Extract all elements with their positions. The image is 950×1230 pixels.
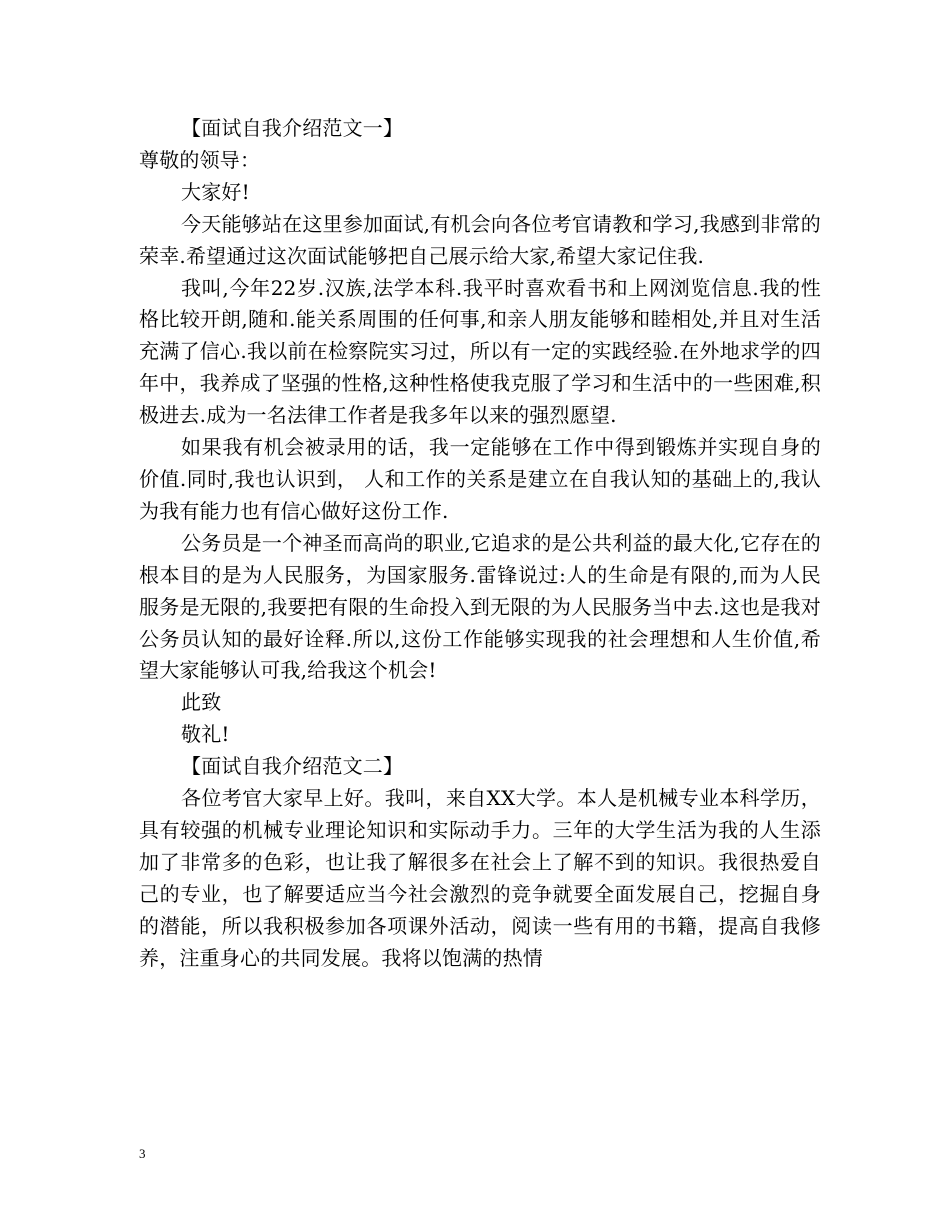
page-number: 3 [139,1146,146,1161]
body-paragraph: 如果我有机会被录用的话，我一定能够在工作中得到锻炼并实现自身的价值.同时,我也认识到， 人和工作的关系是建立在自我认知的基础上的,我认为我有能力也有信心做好这份工作. [139,435,821,523]
salutation: 尊敬的领导： [139,147,261,172]
closing-line: 此致 [181,690,222,715]
section-heading-2: 【面试自我介绍范文二】 [181,754,404,779]
body-paragraph: 今天能够站在这里参加面试,有机会向各位考官请教和学习,我感到非常的荣幸.希望通过这次面试能够把自己展示给大家,希望大家记住我. [139,211,821,268]
document-body [139,113,821,974]
body-paragraph: 各位考官大家早上好。我叫，来自XX大学。本人是机械专业本科学历，具有较强的机械专业理论知识和实际动手力。三年的大学生活为我的人生添加了非常多的色彩，也让我了解很多在社会上了解不到的知识。我很热爱自己的专业，也了解要适应当今社会激烈的竞争就要全面发展自己，挖掘自身的潜能，所以我积极参加各项课外活动，阅读一些有用的书籍，提高自我修养，注重身心的共同发展。我将以饱满的热情 [139,786,821,970]
body-paragraph: 公务员是一个神圣而高尚的职业,它追求的是公共利益的最大化,它存在的根本目的是为人民服务，为国家服务.雷锋说过:人的生命是有限的,而为人民服务是无限的,我要把有限的生命投入到无限的为人民服务当中去.这也是我对公务员认知的最好诠释.所以,这份工作能够实现我的社会理想和人生价值,希望大家能够认可我,给我这个机会! [139,530,821,683]
closing-salute: 敬礼! [181,722,230,747]
section-heading-1: 【面试自我介绍范文一】 [181,116,404,140]
greeting: 大家好! [181,179,250,204]
body-paragraph: 我叫,今年22岁.汉族,法学本科.我平时喜欢看书和上网浏览信息.我的性格比较开朗,随和.能关系周围的任何事,和亲人朋友能够和睦相处,并且对生活充满了信心.我以前在检察院实习过，所以有一定的实践经验.在外地求学的四年中，我养成了坚强的性格,这种性格使我克服了学习和生活中的一些困难,积极进去.成为一名法律工作者是我多年以来的强烈愿望. [139,275,821,428]
